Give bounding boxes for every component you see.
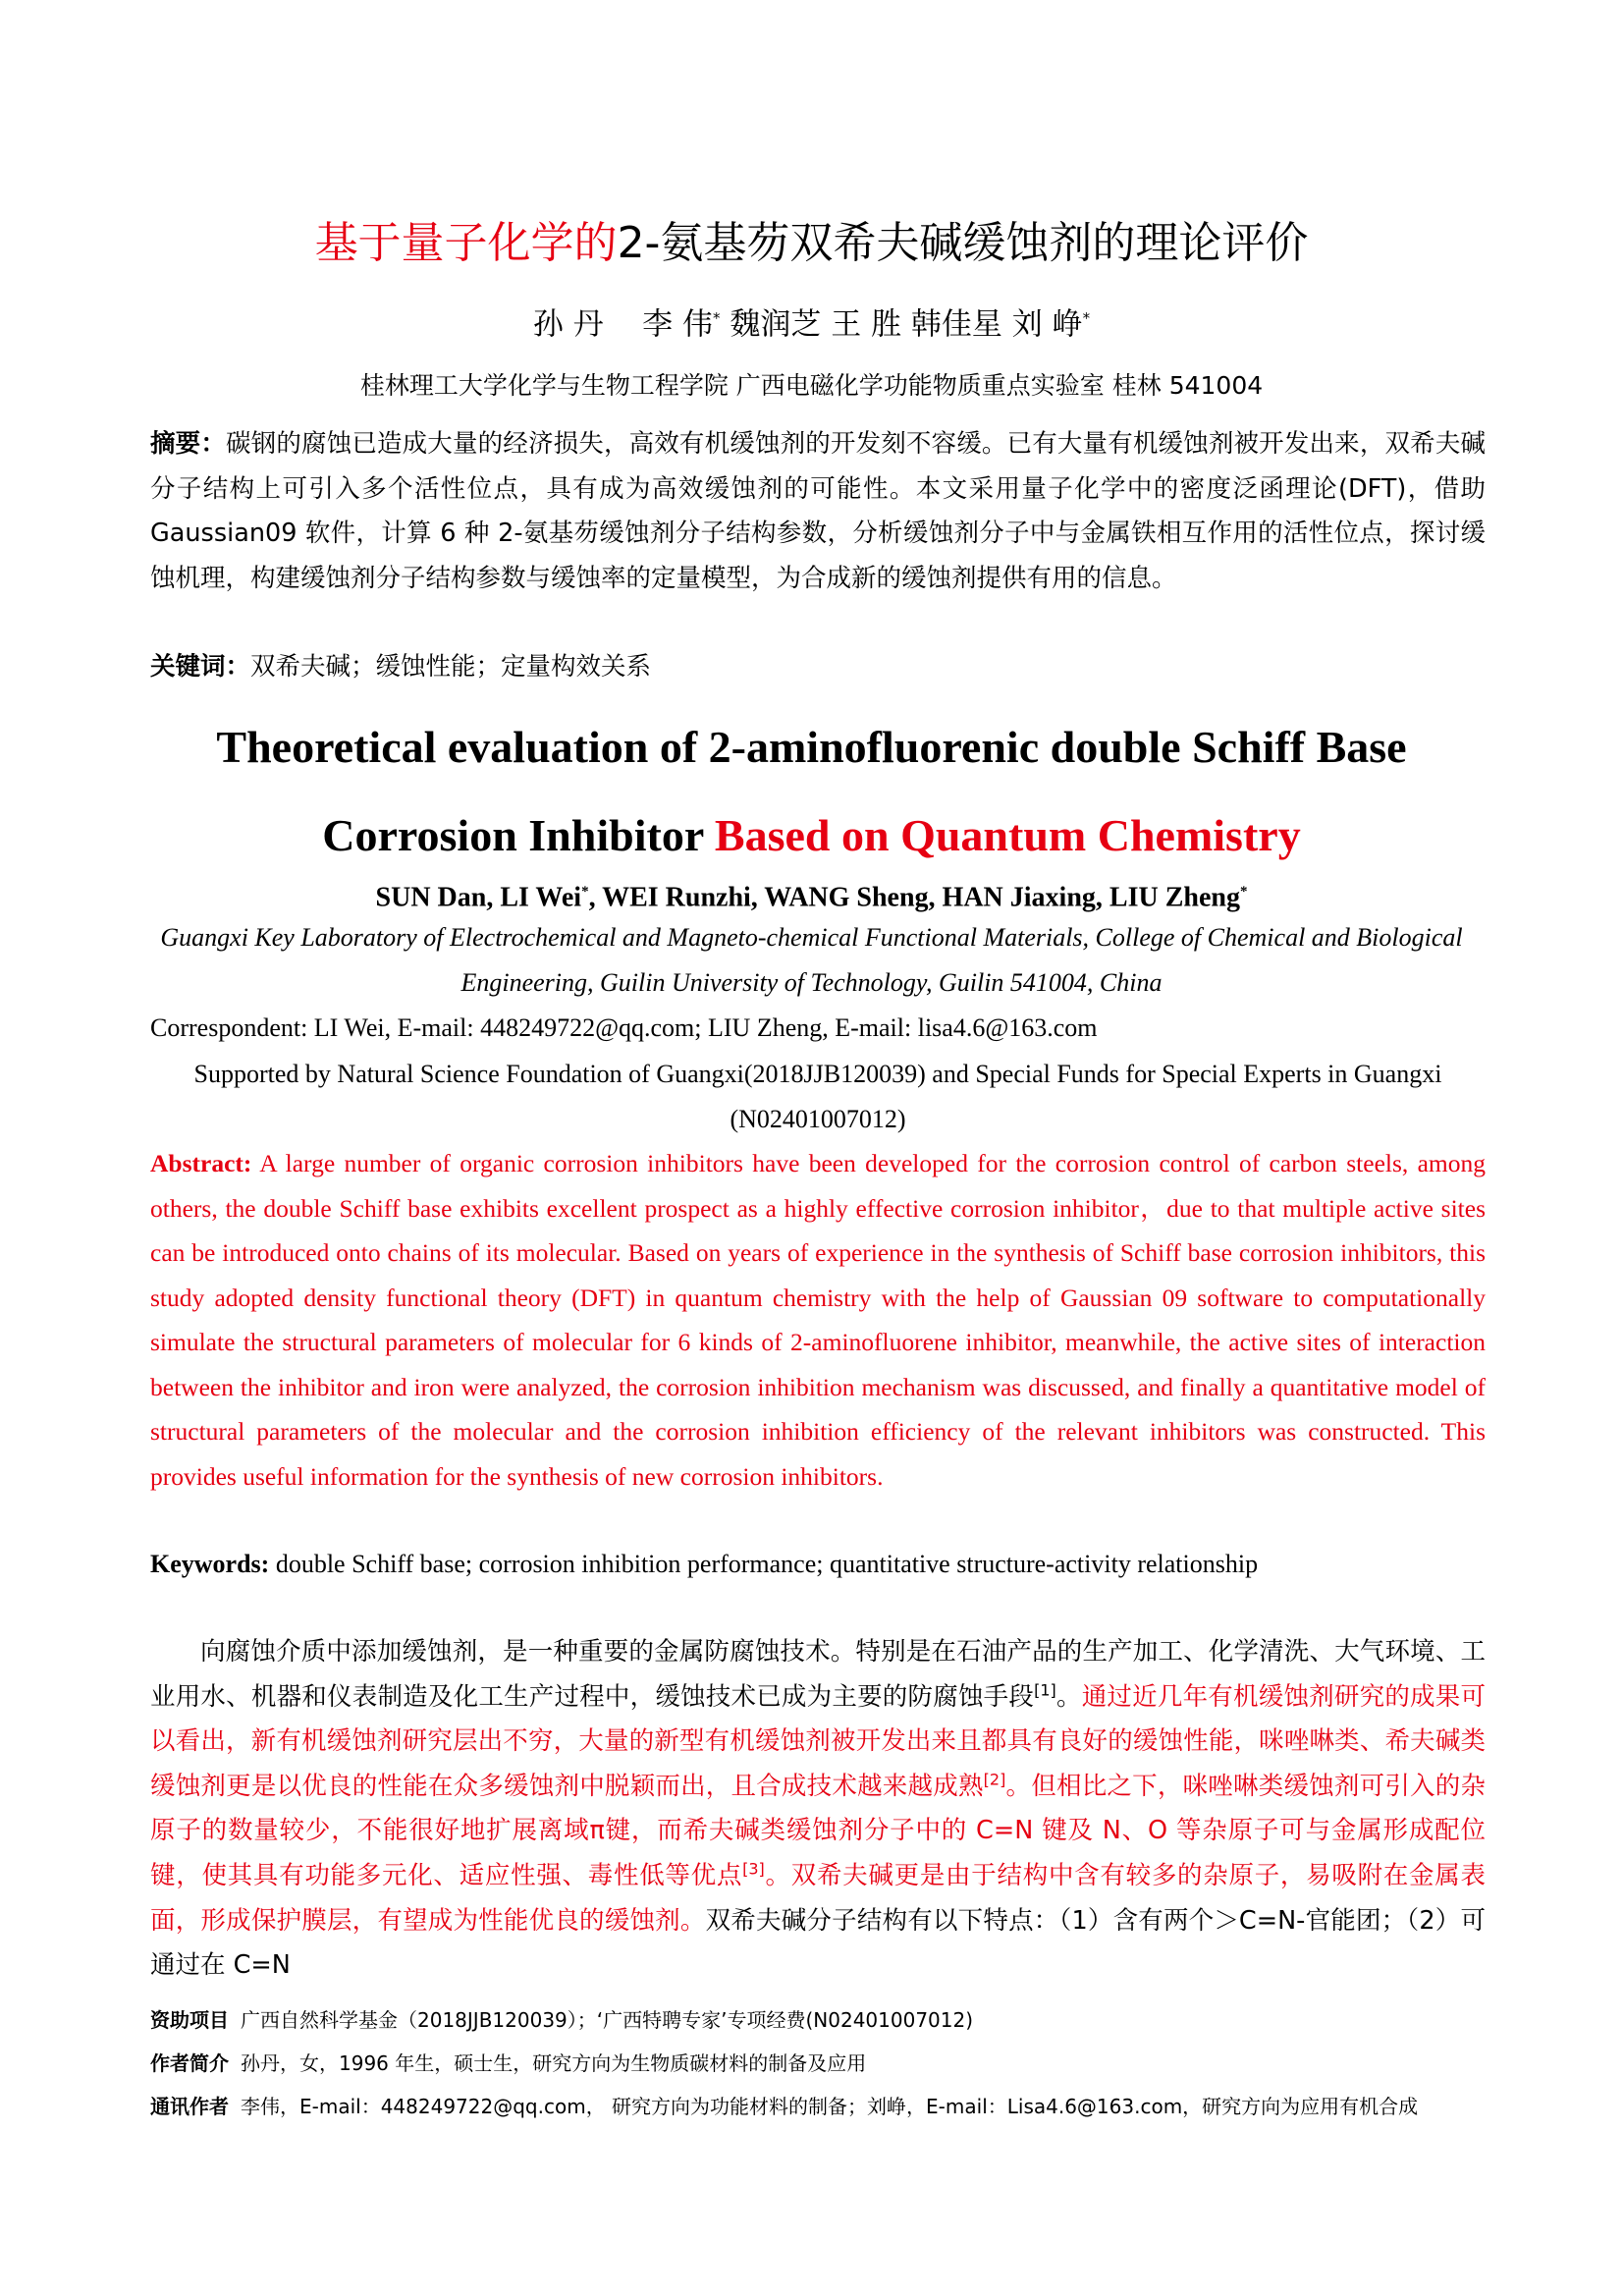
intro-sentence-highlight: 。双希夫碱更是由于结构中含有较多的杂原子，易吸附在金属表面，形成保护膜层，有望成为性能优良的缓蚀剂。 (150, 1860, 1486, 1936)
intro-sentence: 双希夫碱分子结构有以下特点：（1）含有两个＞C=N-官能团；（2）可通过在 C=N (150, 1905, 1486, 1981)
footnote-funding-label: 资助项目 (150, 2008, 229, 2032)
footnote-correspondence-label: 通讯作者 (150, 2095, 229, 2118)
introduction-paragraph (150, 1630, 1486, 1989)
chinese-title-black-part: 2-氨基芴双希夫碱缓蚀剂的理论评价 (617, 218, 1309, 268)
english-title-line1: Theoretical evaluation of 2-aminofluorenic double Schiff Base (216, 722, 1407, 772)
chinese-keywords (150, 646, 1486, 687)
english-keywords-text: double Schiff base; corrosion inhibition performance; quantitative structure-activity relationship (269, 1550, 1259, 1578)
funding-statement: Supported by Natural Science Foundation of Guangxi(2018JJB120039) and Special Funds for Special Experts in Guangxi (N02401007012) (193, 1060, 1442, 1133)
chinese-title (0, 214, 1623, 273)
english-title-line2 (0, 792, 1623, 880)
corresponding-mark: * (1239, 884, 1248, 900)
footnote-funding (150, 2005, 1486, 2035)
english-title-black-part: Corrosion Inhibitor (322, 810, 715, 860)
intro-sentence: 向腐蚀介质中添加缓蚀剂，是一种重要的金属防腐蚀技术。特别是在石油产品的生产加工、化学清洗、大气环境、工业用水、机器和仪表制造及化工生产过程中，缓蚀技术已成为主要的防腐蚀手段 (150, 1637, 1486, 1712)
footnote-correspondence (150, 2092, 1486, 2121)
intro-sentence-highlight: 。但相比之下，咪唑啉类缓蚀剂可引入的杂原子的数量较少，不能很好地扩展离域π键，而希夫碱类缓蚀剂分子中的 C=N 键及 N、O 等杂原子可与金属形成配位键，使其具有功能多元化、适应性强、毒性低等优点 (150, 1771, 1486, 1890)
chinese-keywords-label: 关键词： (150, 652, 251, 682)
chinese-keywords-text: 双希夫碱；缓蚀性能；定量构效关系 (250, 652, 652, 682)
chinese-abstract-label: 摘要： (150, 429, 226, 459)
chinese-abstract-text: 碳钢的腐蚀已造成大量的经济损失，高效有机缓蚀剂的开发刻不容缓。已有大量有机缓蚀剂被开发出来，双希夫碱分子结构上可引入多个活性位点，具有成为高效缓蚀剂的可能性。本文采用量子化学中的密度泛函理论(DFT)，借助 Gaussian09 软件，计算 6 种 2-氨基芴缓蚀剂分子结构参数，分析缓蚀剂分子中与金属铁相互作用的活性位点，探讨缓蚀机理，构建缓蚀剂分子结构参数与缓蚀率的定量模型，为合成新的缓蚀剂提供有用的信息。 (150, 429, 1486, 593)
english-abstract-label: Abstract: (150, 1149, 252, 1177)
intro-sentence-highlight: 通过近几年有机缓蚀剂研究的成果可以看出，新有机缓蚀剂研究层出不穷，大量的新型有机缓蚀剂被开发出来且都具有良好的缓蚀性能，咪唑啉类、希夫碱类缓蚀剂更是以优良的性能在众多缓蚀剂中脱颖而出，且合成技术越来越成熟 (150, 1681, 1486, 1801)
chinese-title-red-part: 基于量子化学的 (314, 218, 618, 268)
english-authors (0, 872, 1623, 917)
corresponding-mark: * (713, 309, 721, 327)
author-list-rest: 魏润芝 王 胜 韩佳星 刘 峥 (730, 306, 1083, 343)
chinese-authors (0, 297, 1623, 346)
footnote-author (150, 2049, 1486, 2078)
english-affiliation: Guangxi Key Laboratory of Electrochemical and Magneto-chemical Functional Materials, College of Chemical and Biological Engineering, Guilin University of Technology, Guilin 541004, China (160, 923, 1463, 997)
corresponding-mark: * (581, 884, 589, 900)
citation-1: [1] (1034, 1680, 1056, 1700)
footnote-correspondence-text: 李伟，E-mail：448249722@qq.com， 研究方向为功能材料的制备；刘峥，E-mail：Lisa4.6@163.com，研究方向为应用有机合成 (241, 2095, 1419, 2118)
correspondent-line: Correspondent: LI Wei, E-mail: 448249722@qq.com; LIU Zheng, E-mail: lisa4.6@163.com (150, 1013, 1098, 1042)
chinese-affiliation: 桂林理工大学化学与生物工程学院 广西电磁化学功能物质重点实验室 桂林 541004 (359, 371, 1264, 400)
english-keywords-label: Keywords: (150, 1550, 270, 1578)
english-title-red-part: Based on Quantum Chemistry (714, 810, 1301, 860)
author-li-wei: 李 伟 (642, 306, 713, 343)
author-sun-dan: 孙 丹 (532, 306, 604, 343)
footnote-author-text: 孙丹，女，1996 年生，硕士生，研究方向为生物质碳材料的制备及应用 (241, 2051, 867, 2075)
corresponding-mark: * (1082, 309, 1091, 327)
citation-3: [3] (742, 1859, 765, 1879)
english-abstract (150, 1141, 1486, 1499)
intro-sentence: 。 (1055, 1681, 1082, 1712)
english-keywords (150, 1544, 1486, 1585)
citation-2: [2] (983, 1770, 1006, 1789)
english-authors-part1: SUN Dan, LI Wei (375, 882, 582, 913)
english-title (0, 703, 1623, 880)
footnote-author-label: 作者简介 (150, 2051, 229, 2075)
chinese-abstract (150, 422, 1486, 601)
footnote-funding-text: 广西自然科学基金（2018JJB120039）；‘广西特聘专家’专项经费(N02401007012) (241, 2008, 974, 2032)
english-abstract-text: A large number of organic corrosion inhibitors have been developed for the corrosion control of carbon steels, among others, the double Schiff base exhibits excellent prospect as a highly effective corrosion inhibitor，due to that multiple active sites can be introduced onto chains of its molecular. Based on years of experience in the synthesis of Schiff base corrosion inhibitors, this study adopted density functional theory (DFT) in quantum chemistry with the help of Gaussian 09 software to computationally simulate the structural parameters of molecular for 6 kinds of 2-aminofluorene inhibitor, meanwhile, the active sites of interaction between the inhibitor and iron were analyzed, the corrosion inhibition mechanism was discussed, and finally a quantitative model of structural parameters of the molecular and the corrosion inhibition efficiency of the relevant inhibitors was constructed. This provides useful information for the synthesis of new corrosion inhibitors. (150, 1149, 1486, 1491)
english-authors-part2: , WEI Runzhi, WANG Sheng, HAN Jiaxing, LIU Zheng (588, 882, 1240, 913)
